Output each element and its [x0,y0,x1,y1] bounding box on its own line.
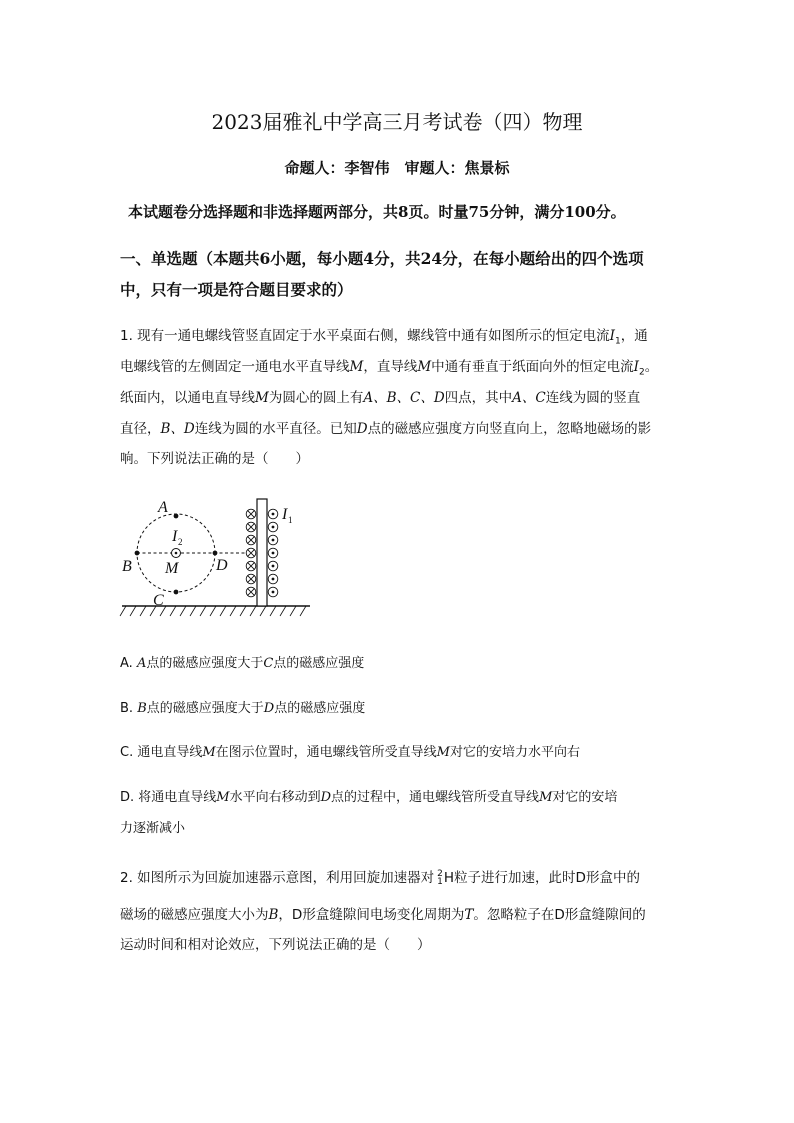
sub-1: 1 [615,336,621,347]
q2-line2 [120,903,646,923]
label-I1-sub: 1 [288,515,293,525]
q1-line5: 响。下列说法正确的是（ ） [120,451,309,467]
isotope-mass: 2 [437,869,443,879]
label-D: D [216,557,228,574]
section-heading-line2: 中，只有一项是符合题目要求的） [120,280,353,299]
exam-note: 本试题卷分选择题和非选择题两部分，共8页。时量75分钟，满分100分。 [128,203,626,221]
var: B [137,701,147,716]
solenoid-figure [118,494,314,620]
var: M [539,790,553,805]
label-A: A [158,499,168,516]
option-text: 对它的安培 [552,790,618,805]
var-B: B [268,907,279,923]
q1-text: ，通 [620,328,648,344]
exam-title: 2023届雅礼中学高三月考试卷（四）物理 [211,110,583,134]
label-I2-sub: 2 [178,537,183,547]
option-text: 点的磁感应强度大于 [146,701,264,716]
var-M: M [255,390,269,406]
label-B: B [122,558,132,575]
q2-line1 [120,866,640,886]
q2-line3: 运动时间和相对论效应，下列说法正确的是（ ） [120,937,431,953]
var-ABCD: A、B、C、D [363,390,445,406]
q1-text: 1. 现有一通电螺线管竖直固定于水平桌面右侧，螺线管中通有如图所示的恒定电流 [120,328,610,344]
option-text: D. 将通电直导线 [120,790,217,805]
exam-authors: 命题人：李智伟 审题人：焦景标 [284,159,510,177]
var-BD: B、D [160,421,195,437]
q1-text: 。 [644,359,659,375]
var: D [263,701,275,716]
q1-line1 [120,324,648,347]
q1-line3 [120,386,640,406]
option-text: 对它的安培力水平向右 [449,745,580,760]
option-b [120,697,365,716]
isotope-symbol: H [443,870,455,886]
var-I: I [633,359,639,375]
q1-text: 纸面内，以通电直导线 [120,390,255,406]
q2-text: 粒子进行加速，此时D形盒中的 [454,870,640,886]
label-C: C [153,592,164,609]
option-text: 点的磁感应强度大于 [146,656,264,671]
var: M [436,745,450,760]
label-M: M [165,560,179,577]
q1-line4 [120,417,651,437]
q1-text: 中通有垂直于纸面向外的恒定电流 [431,359,634,375]
option-text: 点的磁感应强度 [274,701,366,716]
q1-text: 连线为圆的水平直径。已知 [194,421,357,437]
q1-text: 电螺线管的左侧固定一通电水平直导线 [120,359,350,375]
option-c [120,741,580,760]
option-text: 点的磁感应强度 [273,656,365,671]
var: C [263,656,274,671]
q1-text: 为圆心的圆上有 [268,390,364,406]
var-M: M [349,359,364,375]
option-text: 点的过程中，通电螺线管所受直导线 [331,790,540,805]
section-heading-line1: 一、单选题（本题共6小题，每小题4分，共24分，在每小题给出的四个选项 [120,249,644,268]
var: D [320,790,332,805]
q2-text: 磁场的磁感应强度大小为 [120,907,269,923]
sub-2: 2 [639,367,645,378]
option-text: A. [120,656,137,671]
label-I2: I [172,528,178,545]
q2-text: 2. 如图所示为回旋加速器示意图，利用回旋加速器对 [120,870,435,886]
q1-text: 直径， [120,421,161,437]
isotope-charge: 1 [437,877,443,887]
option-text: B. [120,701,138,716]
var-M: M [417,359,432,375]
var-AC: A、C [512,390,546,406]
isotope-numbers [437,870,443,886]
option-text: 在图示位置时，通电螺线管所受直导线 [215,745,437,760]
option-a [120,652,364,671]
label-I1: I [282,506,288,523]
q2-text: ，D形盒缝隙间电场变化周期为 [278,907,465,923]
option-text: 水平向右移动到 [229,790,321,805]
var-T: T [464,907,474,923]
option-d-line2: 力逐渐减小 [120,821,186,836]
var-I: I [609,328,616,344]
var: A [136,656,147,671]
var: M [202,745,216,760]
q1-text: 四点，其中 [444,390,513,406]
q1-text: ，直导线 [363,359,418,375]
var: M [216,790,230,805]
var-D: D [356,421,368,437]
option-d [120,786,617,805]
q1-text: 连线为圆的竖直 [545,390,641,406]
q1-text: 点的磁感应强度方向竖直向上，忽略地磁场的影 [367,421,652,437]
option-text: C. 通电直导线 [120,745,203,760]
q2-text: 。忽略粒子在D形盒缝隙间的 [473,907,646,923]
q1-line2 [120,355,658,378]
